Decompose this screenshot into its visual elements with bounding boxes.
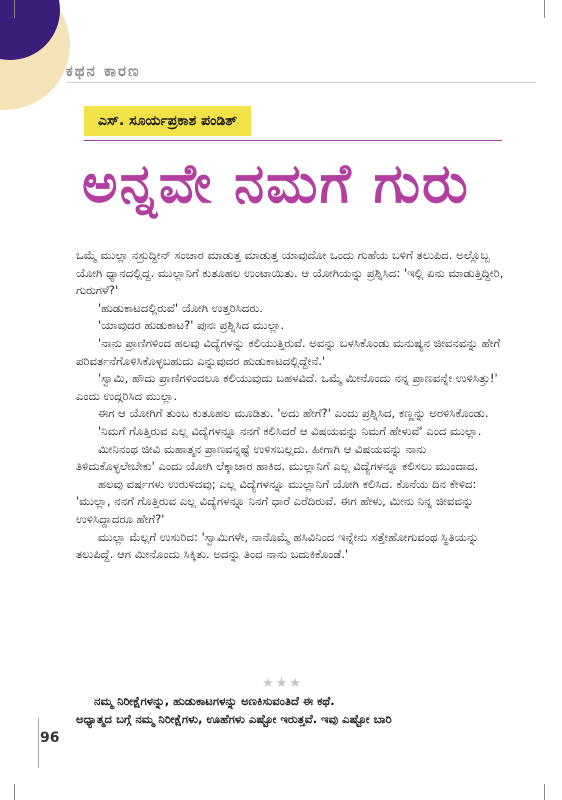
paragraph: ಮೀನಿನಂಥ ಜೀವಿ ಮಹಾತ್ಮನ ಪ್ರಾಣವನ್ನಷ್ಟೆ ಉಳಿಸಬಲ್ಲದು. ಹೀಗಾಗಿ ಆ ವಿಷಯವನ್ನು ನಾನು ತಿಳಿದುಕೊಳ್ಳಲೇಬೇಕು' ಎಂದು ಯೋಗಿ ಲೆಕ್ಕಾಚಾರ ಹಾಕಿದ. ಮುಲ್ಲಾನಿಗೆ ಎಲ್ಲ ವಿದ್ಯೆಗಳನ್ನೂ ಕಲಿಸಲು ಮುಂದಾದ. <box>76 441 479 474</box>
section-label: ಕಥನ ಕಾರಣ <box>66 62 141 80</box>
article-title: ಅನ್ನವೇ ನಮಗೆ ಗುರು <box>82 152 470 215</box>
crop-mark <box>14 0 15 18</box>
section-separator-stars: ★★★ <box>262 676 303 691</box>
section-divider <box>66 82 536 83</box>
crop-mark <box>14 784 15 800</box>
paragraph: 'ಯಾವುದರ ಹುಡುಕಾಟ?' ಪುನಃ ಪ್ರಶ್ನಿಸಿದ ಮುಲ್ಲಾ. <box>98 318 285 333</box>
paragraph: ಈಗ ಆ ಯೋಗಿಗೆ ತುಂಬ ಕುತೂಹಲ ಮೂಡಿತು. 'ಅದು ಹೇಗೆ?' ಎಂದು ಪ್ರಶ್ನಿಸಿದ, ಕಣ್ಣನ್ನು ಅರಳಿಸಿಕೊಂಡು. <box>98 406 489 421</box>
crop-mark <box>544 784 545 800</box>
page-number-rule <box>38 718 39 768</box>
paragraph: 'ನಿಮಗೆ ಗೊತ್ತಿರುವ ಎಲ್ಲ ವಿದ್ಯೆಗಳನ್ನೂ ನನಗೆ ಕಲಿಸಿದರೆ ಆ ವಿಷಯವನ್ನು ನಿಮಗೆ ಹೇಳುವೆ' ಎಂದ ಮುಲ್ಲಾ. <box>98 423 482 438</box>
author-name: ಎಸ್‌. ಸೂರ್ಯಪ್ರಕಾಶ ಪಂಡಿತ್‌ <box>84 106 251 136</box>
crop-mark <box>544 0 545 18</box>
paragraph: 'ನಾನು ಪ್ರಾಣಿಗಳಿಂದ ಹಲವು ವಿದ್ಯೆಗಳನ್ನು ಕಲಿಯುತ್ತಿರುವೆ. ಅವನ್ನು ಬಳಸಿಕೊಂಡು ಮನುಷ್ಯನ ಜೀವನವನ್ನು ಹೇಗೆ ಪರಿವರ್ತನೆಗೊಳಿಸಿಕೊಳ್ಳಬಹುದು ಎನ್ನುವುದರ ಹುಡುಕಾಟದಲ್ಲಿದ್ದೇನೆ.' <box>76 335 501 368</box>
page-number: 96 <box>40 730 60 746</box>
closing-line: ಅಧ್ಯಾತ್ಮದ ಬಗ್ಗೆ ನಮ್ಮ ನಿರೀಕ್ಷೆಗಳು, ಊಹೆಗಳು ಎಷ್ಟೋ ಇರುತ್ತವೆ. ಇವು ಎಷ್ಟೋ ಬಾರಿ <box>76 712 392 726</box>
author-divider <box>84 140 502 141</box>
paragraph: ಮುಲ್ಲಾ ಮೆಲ್ಲಗೆ ಉಸುರಿದ: 'ಸ್ವಾಮಿಗಳೇ, ನಾನೊಮ್ಮೆ ಹಸಿವಿನಿಂದ ಇನ್ನೇನು ಸತ್ತೇಹೋಗುವಂಥ ಸ್ಥಿತಿಯನ್ನು ತಲುಪಿದ್ದೆ. ಆಗ ಮೀನೊಂದು ಸಿಕ್ಕಿತು. ಅದನ್ನು ತಿಂದ ನಾನು ಬದುಕಿಕೊಂಡೆ.' <box>76 529 479 562</box>
closing-line: ನಮ್ಮ ನಿರೀಕ್ಷೆಗಳನ್ನು, ಹುಡುಕಾಟಗಳನ್ನು ಅಣಕಿಸುವಂತಿದೆ ಈ ಕಥೆ. <box>94 694 335 708</box>
paragraph: 'ಸ್ವಾಮಿ, ಹೌದು ಪ್ರಾಣಿಗಳಿಂದಲೂ ಕಲಿಯುವುದು ಬಹಳವಿದೆ. ಒಮ್ಮೆ ಮೀನೊಂದು ನನ್ನ ಪ್ರಾಣವನ್ನೇ ಉಳಿಸಿತ್ತು!' ಎಂದು ಉದ್ಗರಿಸಿದ ಮುಲ್ಲಾ. <box>76 371 498 403</box>
paragraph: ಹಲವು ವರ್ಷಗಳು ಉರುಳಿದವು; ಎಲ್ಲ ವಿದ್ಯೆಗಳನ್ನೂ ಮುಲ್ಲಾನಿಗೆ ಯೋಗಿ ಕಲಿಸಿದ. ಕೊನೆಯ ದಿನ ಕೇಳಿದ: 'ಮುಲ್ಲಾ, ನನಗೆ ಗೊತ್ತಿರುವ ಎಲ್ಲ ವಿದ್ಯೆಗಳನ್ನೂ ನಿನಗೆ ಧಾರೆ ಎರೆದಿರುವೆ. ಈಗ ಹೇಳು, ಮೀನು ನಿನ್ನ ಜೀವವನ್ನು ಉಳಿಸಿದ್ದಾದರೂ ಹೇಗೆ?' <box>76 476 477 526</box>
article-body <box>76 247 506 564</box>
paragraph: ಒಮ್ಮೆ ಮುಲ್ಲಾ ನಸ್ರುದ್ದೀನ್‌ ಸಂಚಾರ ಮಾಡುತ್ತ ಮಾಡುತ್ತ ಯಾವುದೋ ಒಂದು ಗುಹೆಯ ಬಳಿಗೆ ತಲುಪಿದ. ಅಲ್ಲೊಬ್ಬ ಯೋಗಿ ಧ್ಯಾನದಲ್ಲಿದ್ದ. ಮುಲ್ಲಾನಿಗೆ ಕುತೂಹಲ ಉಂಟಾಯಿತು. ಆ ಯೋಗಿಯನ್ನು ಪ್ರಶ್ನಿಸಿದ: 'ಇಲ್ಲಿ ಏನು ಮಾಡುತ್ತಿದ್ದೀರಿ, ಗುರುಗಳೆ?' <box>76 248 504 298</box>
paragraph: 'ಹುಡುಕಾಟದಲ್ಲಿರುವೆ' ಯೋಗಿ ಉತ್ತರಿಸಿದರು. <box>98 300 263 315</box>
closing-text <box>76 692 506 728</box>
